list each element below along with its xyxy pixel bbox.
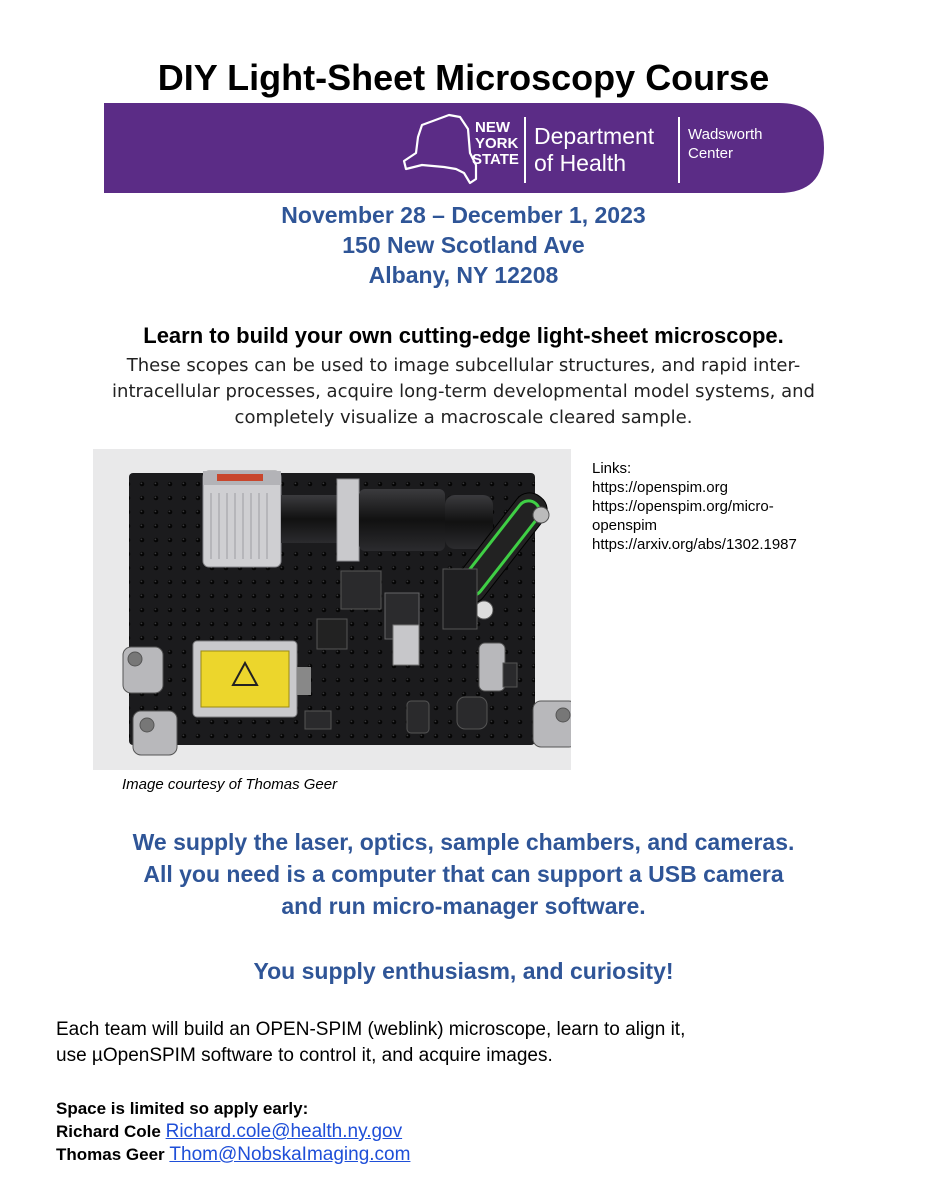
links-panel: [592, 459, 892, 554]
event-details: [0, 200, 927, 290]
contact-name: Thomas Geer: [56, 1145, 165, 1164]
supply-line: and run micro-manager software.: [281, 893, 646, 919]
contact-name: Richard Cole: [56, 1122, 161, 1141]
link-openspim[interactable]: https://openspim.org: [592, 479, 728, 496]
team-line: Each team will build an OPEN-SPIM (weblink) microscope, learn to align it,: [56, 1019, 686, 1040]
state-line-3: STATE: [472, 151, 519, 168]
camera-body: [203, 471, 281, 567]
description-line: These scopes can be used to image subcellular structures, and rapid inter-: [126, 355, 801, 376]
contact-email-link[interactable]: Richard.cole@health.ny.gov: [165, 1121, 403, 1142]
apply-section: [56, 1097, 410, 1166]
banner-divider-2: [678, 117, 680, 183]
link-micro-openspim[interactable]: https://openspim.org/micro-: [592, 498, 774, 515]
state-line-2: YORK: [475, 135, 519, 152]
supply-line: We supply the laser, optics, sample chambers, and cameras.: [132, 829, 795, 855]
links-heading: Links:: [592, 460, 632, 477]
nys-health-banner: [104, 103, 824, 193]
team-description: [56, 1017, 886, 1069]
event-dates: November 28 – December 1, 2023: [281, 202, 646, 228]
course-description: [60, 353, 867, 431]
apply-heading: Space is limited so apply early:: [56, 1099, 309, 1118]
description-line: completely visualize a macroscale cleared sample.: [234, 407, 693, 428]
description-line: intracellular processes, acquire long-term developmental model systems, and: [112, 381, 815, 402]
center-line-2: Center: [688, 145, 734, 162]
dept-line-1: Department: [534, 123, 655, 149]
event-address-1: 150 New Scotland Ave: [342, 232, 585, 258]
enthusiasm-statement: You supply enthusiasm, and curiosity!: [253, 958, 674, 984]
lens-mount: [337, 479, 359, 561]
photo-caption: Image courtesy of Thomas Geer: [122, 776, 338, 793]
link-arxiv[interactable]: https://arxiv.org/abs/1302.1987: [592, 536, 797, 553]
center-line-1: Wadsworth: [688, 126, 763, 143]
event-address-2: Albany, NY 12208: [368, 262, 559, 288]
page-title: DIY Light-Sheet Microscopy Course: [157, 57, 770, 98]
team-line: use µOpenSPIM software to control it, and acquire images.: [56, 1045, 553, 1066]
link-micro-openspim-continued[interactable]: openspim: [592, 517, 658, 534]
state-line-1: NEW: [475, 119, 510, 136]
dept-line-2: of Health: [534, 150, 627, 176]
contact-row: [56, 1143, 410, 1166]
contact-row: [56, 1120, 410, 1143]
microscope-photo: [93, 449, 571, 770]
supply-statement: [0, 826, 927, 922]
contact-email-link[interactable]: Thom@NobskaImaging.com: [169, 1144, 411, 1165]
supply-line: All you need is a computer that can support a USB camera: [143, 861, 784, 887]
banner-divider-1: [524, 117, 526, 183]
lead-statement: Learn to build your own cutting-edge light-sheet microscope.: [143, 323, 784, 348]
